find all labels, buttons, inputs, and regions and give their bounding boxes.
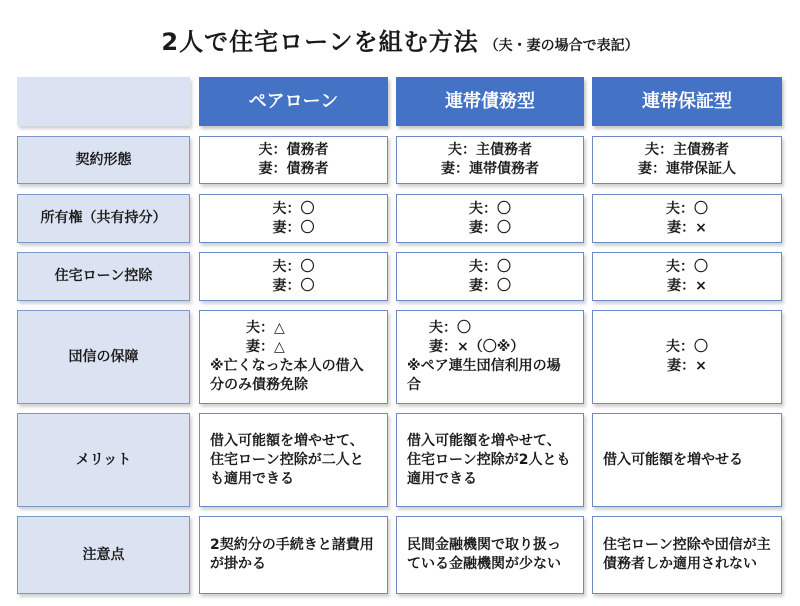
cell-ownership-pair-loan: 夫：〇 妻：〇 [199,194,388,243]
insurance-husband-line: 夫：〇 [429,320,471,336]
cell-contract-type-joint-guarantee: 夫：主債務者 妻：連帯保証人 [592,136,782,184]
cell-caution-joint-guarantee: 住宅ローン控除や団信が主債務者しか適用されない [592,516,782,594]
cell-ownership-joint-guarantee: 夫：〇 妻：× [592,194,782,243]
cell-merit-joint-guarantee: 借入可能額を増やせる [592,413,782,507]
cell-loan-deduction-joint-debt: 夫：〇 妻：〇 [396,252,584,301]
title-note: （夫・妻の場合で表記） [484,38,639,54]
column-header-joint-debt: 連帯債務型 [396,77,584,126]
title-main: 2人で住宅ローンを組む方法 [161,28,479,56]
cell-loan-deduction-joint-guarantee: 夫：〇 妻：× [592,252,782,301]
row-label-caution: 注意点 [17,516,190,594]
insurance-wife-line: 妻：△ [246,339,285,355]
cell-merit-pair-loan: 借入可能額を増やせて、住宅ローン控除が二人とも適用できる [199,413,388,507]
cell-contract-type-pair-loan: 夫：債務者 妻：債務者 [199,136,388,184]
header-corner-cell [17,77,190,126]
cell-caution-joint-debt: 民間金融機関で取り扱っている金融機関が少ない [396,516,584,594]
insurance-wife-line: 妻：×（〇※） [429,339,525,355]
insurance-husband-line: 夫：△ [246,320,285,336]
cell-group-insurance-joint-debt [396,310,584,404]
row-label-group-insurance: 団信の保障 [17,310,190,404]
row-label-loan-deduction: 住宅ローン控除 [17,252,190,301]
page-title [0,22,800,57]
insurance-footnote: ※亡くなった本人の借入分のみ債務免除 [210,358,364,393]
cell-caution-pair-loan: 2契約分の手続きと諸費用が掛かる [199,516,388,594]
column-header-joint-guarantee: 連帯保証型 [592,77,782,126]
row-label-merit: メリット [17,413,190,507]
cell-group-insurance-pair-loan [199,310,388,404]
insurance-footnote: ※ペア連生団信利用の場合 [407,358,561,393]
cell-loan-deduction-pair-loan: 夫：〇 妻：〇 [199,252,388,301]
cell-ownership-joint-debt: 夫：〇 妻：〇 [396,194,584,243]
row-label-ownership: 所有権（共有持分） [17,194,190,243]
cell-group-insurance-joint-guarantee: 夫：〇 妻：× [592,310,782,404]
column-header-pair-loan: ペアローン [199,77,388,126]
cell-merit-joint-debt: 借入可能額を増やせて、住宅ローン控除が2人とも適用できる [396,413,584,507]
row-label-contract-type: 契約形態 [17,136,190,184]
cell-contract-type-joint-debt: 夫：主債務者 妻：連帯債務者 [396,136,584,184]
